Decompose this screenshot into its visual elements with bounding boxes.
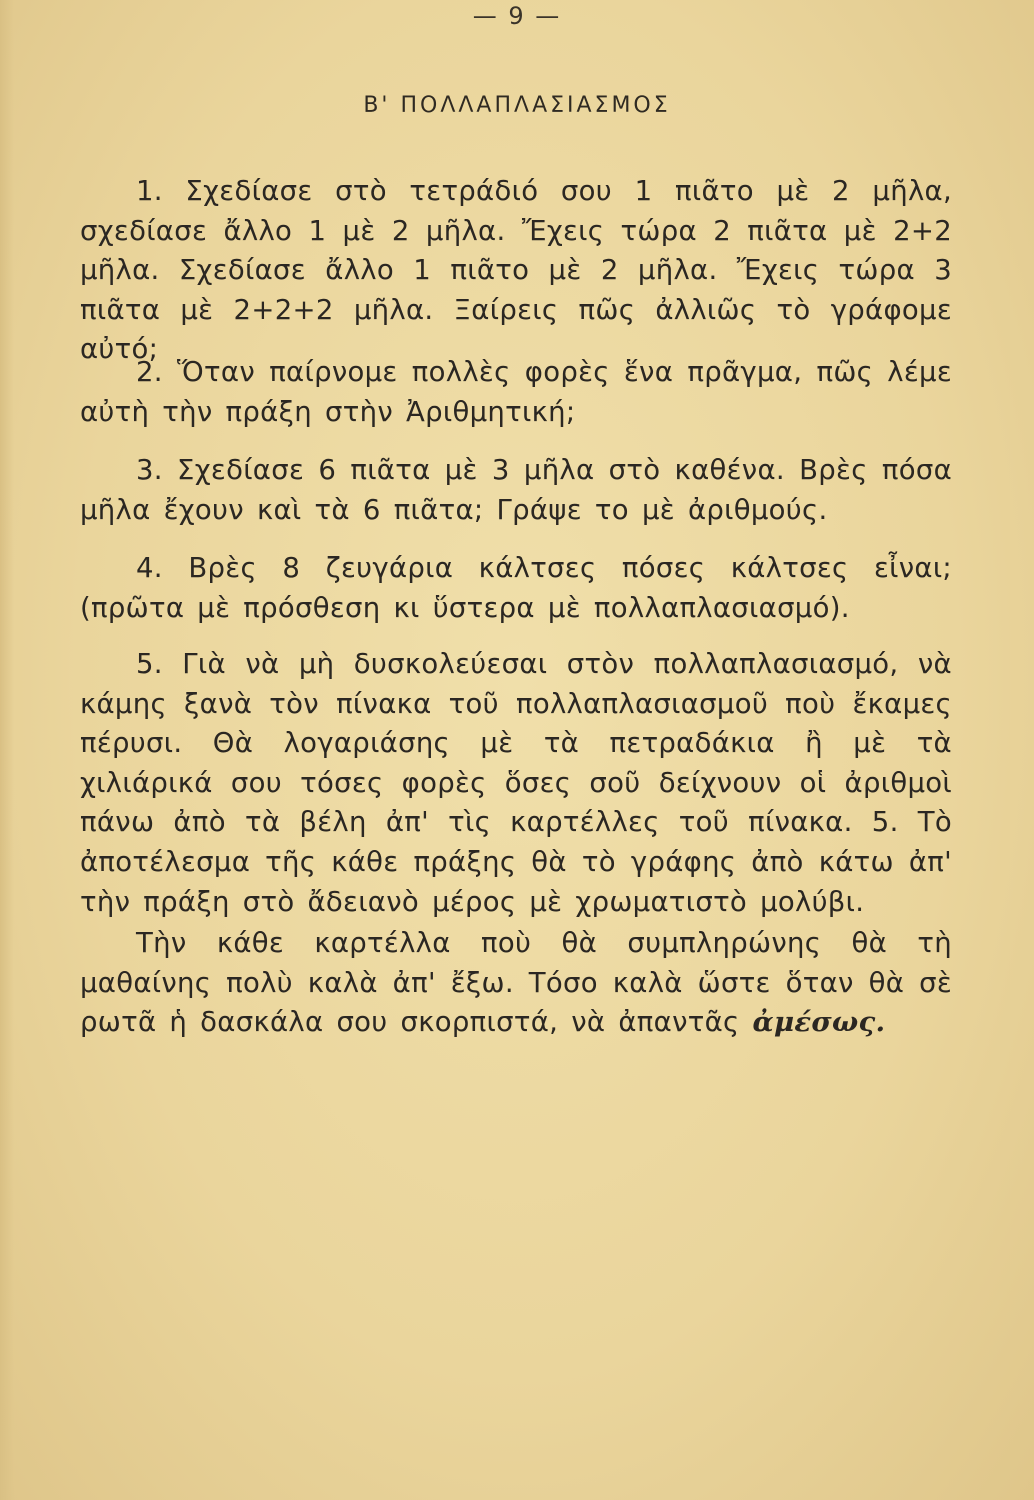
exercise-text: 5. Γιὰ νὰ μὴ δυσκολεύεσαι στὸν πολλαπλασιασμό, νὰ κάμης ξανὰ τὸν πίνακα τοῦ πολλαπλασιασμοῦ ποὺ ἔκαμες πέρυσι. Θὰ λογαριάσης μὲ τὰ πετραδάκια ἢ μὲ τὰ χιλιάρικά σου τόσες φορὲς ὅσες σοῦ δείχνουν οἱ ἀριθμοὶ πάνω ἀπὸ τὰ βέλη ἀπ' τὶς καρτέλλες τοῦ πίνακα. 5. Τὸ ἀποτέλεσμα τῆς κάθε πράξης θὰ τὸ γράφης ἀπὸ κάτω ἀπ' τὴν πράξη στὸ ἄδειανὸ μέρος μὲ χρωματιστὸ μολύβι. bbox=[80, 648, 952, 918]
exercise-2 bbox=[80, 353, 952, 432]
page-edge-shadow bbox=[0, 0, 14, 1500]
exercise-4 bbox=[80, 549, 952, 628]
exercise-text: 1. Σχεδίασε στὸ τετράδιό σου 1 πιᾶτο μὲ 2 μῆλα, σχεδίασε ἄλλο 1 μὲ 2 μῆλα. Ἔχεις τώρα 2 πιᾶτα μὲ 2+2 μῆλα. Σχεδίασε ἄλλο 1 πιᾶτο μὲ 2 μῆλα. Ἔχεις τώρα 3 πιᾶτα μὲ 2+2+2 μῆλα. Ξαίρεις πῶς ἀλλιῶς τὸ γράφομε αὐτό; bbox=[80, 175, 952, 366]
exercise-text: 2. Ὅταν παίρνομε πολλὲς φορὲς ἕνα πρᾶγμα, πῶς λέμε αὐτὴ τὴν πράξη στὴν Ἀριθμητική; bbox=[80, 356, 952, 428]
emphasized-word: ἀμέσως. bbox=[752, 1006, 886, 1039]
exercise-text: 3. Σχεδίασε 6 πιᾶτα μὲ 3 μῆλα στὸ καθένα. Βρὲς πόσα μῆλα ἔχουν καὶ τὰ 6 πιᾶτα; Γράψε το μὲ ἀριθμούς. bbox=[80, 454, 952, 526]
exercise-text: 4. Βρὲς 8 ζευγάρια κάλτσες πόσες κάλτσες εἶναι; (πρῶτα μὲ πρόσθεση κι ὕστερα μὲ πολλαπλασιασμό). bbox=[80, 552, 952, 624]
exercise-1 bbox=[80, 172, 952, 370]
closing-text: Τὴν κάθε καρτέλλα ποὺ θὰ συμπληρώνης θὰ τὴ μαθαίνης πολὺ καλὰ ἀπ' ἔξω. Τόσο καλὰ ὥστε ὅταν θὰ σὲ ρωτᾶ ἡ δασκάλα σου σκορπιστά, νὰ ἀπαντᾶς bbox=[80, 927, 952, 1039]
section-heading: Β' ΠΟΛΛΑΠΛΑΣΙΑΣΜΟΣ bbox=[363, 93, 671, 118]
closing-paragraph bbox=[80, 924, 952, 1043]
exercise-5 bbox=[80, 645, 952, 922]
page-number: — 9 — bbox=[472, 2, 562, 30]
exercise-3 bbox=[80, 451, 952, 530]
